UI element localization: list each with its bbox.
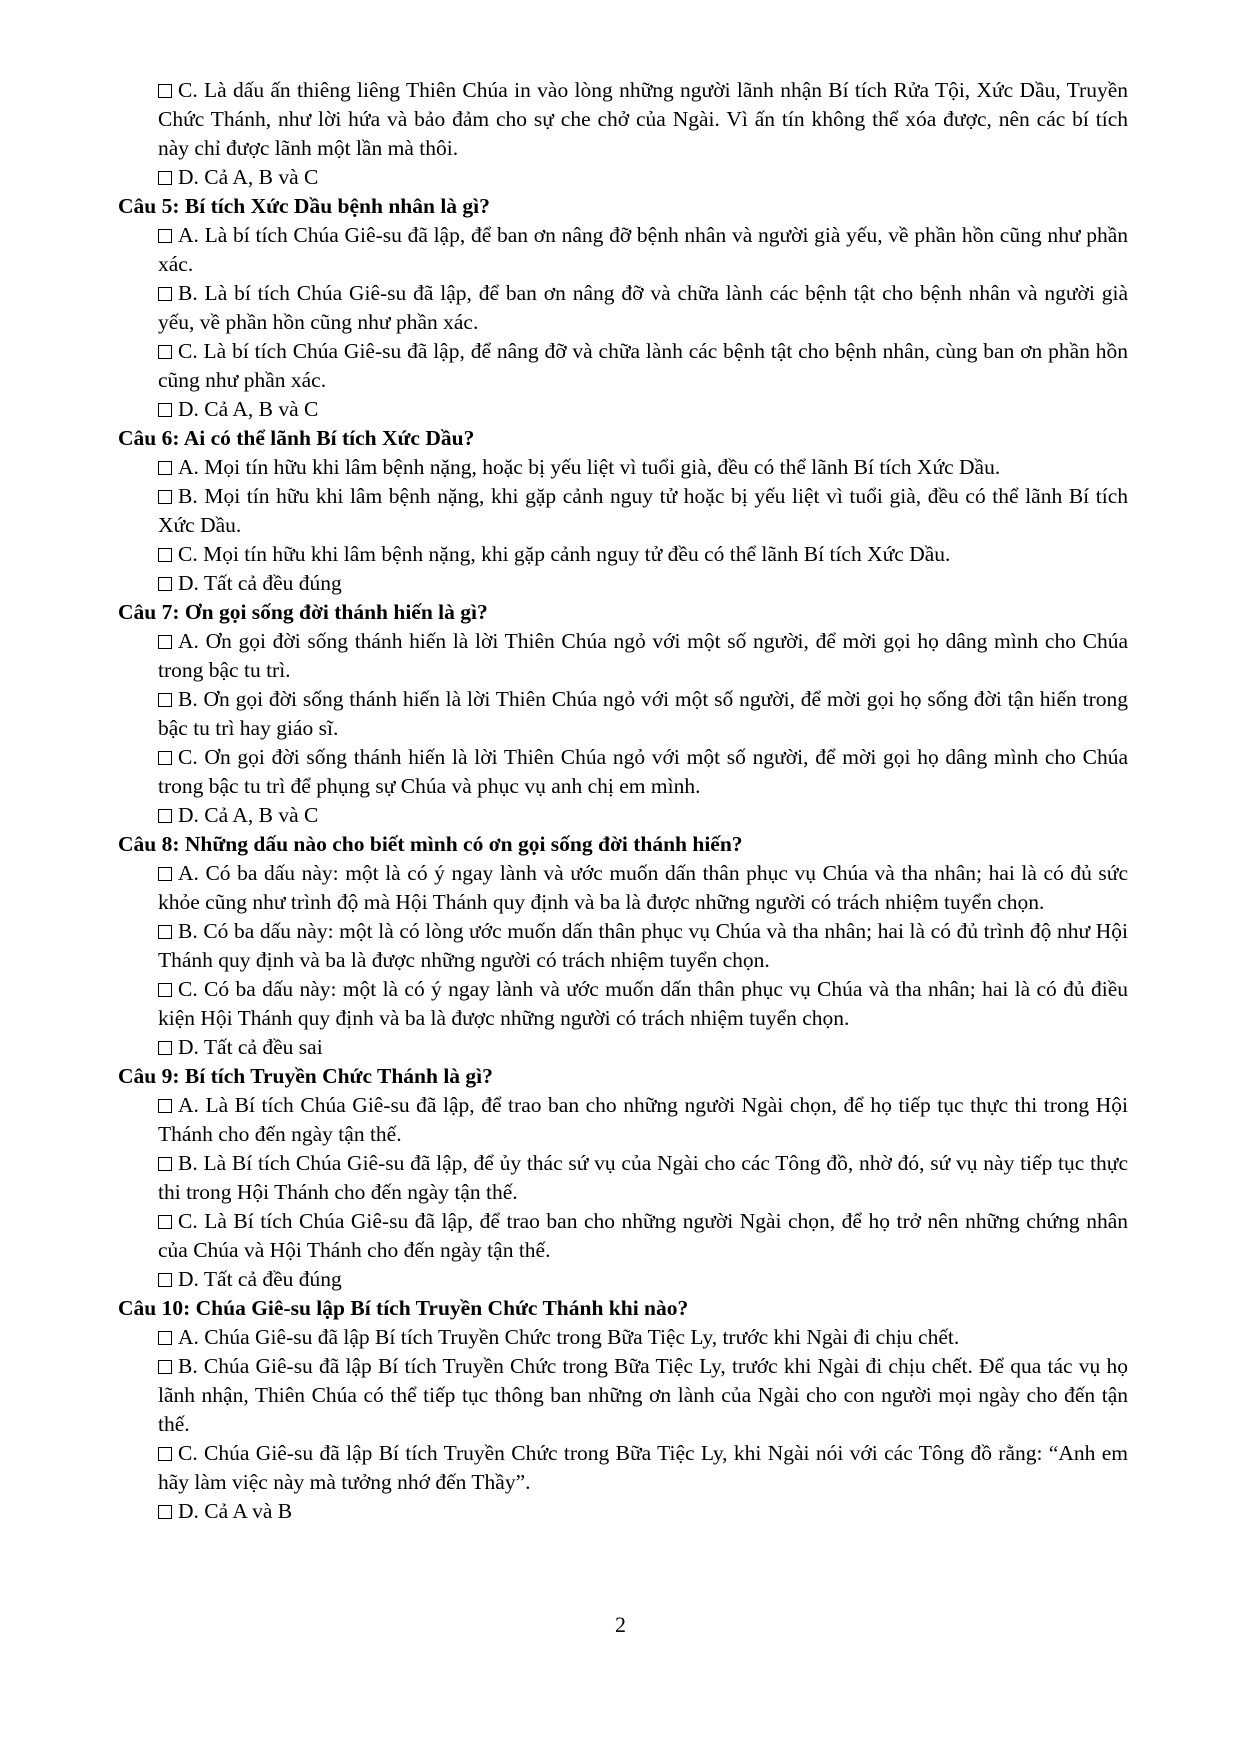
checkbox-icon[interactable] xyxy=(158,809,172,823)
checkbox-icon[interactable] xyxy=(158,1331,172,1345)
question-title: Câu 10: Chúa Giê-su lập Bí tích Truyền Chức Thánh khi nào? xyxy=(118,1296,689,1320)
option-c: C. Ơn gọi đời sống thánh hiến là lời Thiên Chúa ngỏ với một số người, để mời gọi họ dâng mình cho Chúa trong bậc tu trì để phụng sự Chúa và phục vụ anh chị em mình. xyxy=(158,745,1128,798)
option-a: A. Là bí tích Chúa Giê-su đã lập, để ban ơn nâng đỡ bệnh nhân và người già yếu, về phần hồn cũng như phần xác. xyxy=(158,223,1128,276)
option-b: B. Là bí tích Chúa Giê-su đã lập, để ban ơn nâng đỡ và chữa lành các bệnh tật cho bệnh nhân và người già yếu, về phần hồn cũng như phần xác. xyxy=(158,281,1128,334)
option-d: D. Cả A, B và C xyxy=(158,801,1128,830)
checkbox-icon[interactable] xyxy=(158,1505,172,1519)
option-a: A. Mọi tín hữu khi lâm bệnh nặng, hoặc bị yếu liệt vì tuổi già, đều có thể lãnh Bí tích Xức Dầu. xyxy=(158,453,1128,482)
option-d: D. Cả A và B xyxy=(158,1497,1128,1526)
option-d: D. Tất cả đều sai xyxy=(158,1033,1128,1062)
checkbox-icon[interactable] xyxy=(158,287,172,301)
document-page xyxy=(118,76,1128,1526)
checkbox-icon[interactable] xyxy=(158,1360,172,1374)
option-b: B. Mọi tín hữu khi lâm bệnh nặng, khi gặp cảnh nguy tử hoặc bị yếu liệt vì tuổi già, đều có thể lãnh Bí tích Xức Dầu. xyxy=(158,484,1128,537)
checkbox-icon[interactable] xyxy=(158,84,172,98)
question-title: Câu 8: Những dấu nào cho biết mình có ơn gọi sống đời thánh hiến? xyxy=(118,832,743,856)
option-a: A. Chúa Giê-su đã lập Bí tích Truyền Chức trong Bữa Tiệc Ly, trước khi Ngài đi chịu chết. xyxy=(158,1323,1128,1352)
option-d: D. Cả A, B và C xyxy=(158,395,1128,424)
question-title: Câu 9: Bí tích Truyền Chức Thánh là gì? xyxy=(118,1064,493,1088)
checkbox-icon[interactable] xyxy=(158,1273,172,1287)
option-c: C. Là Bí tích Chúa Giê-su đã lập, để trao ban cho những người Ngài chọn, để họ trở nên những chứng nhân của Chúa và Hội Thánh cho đến ngày tận thế. xyxy=(158,1209,1128,1262)
checkbox-icon[interactable] xyxy=(158,751,172,765)
option-b: B. Là Bí tích Chúa Giê-su đã lập, để ủy thác sứ vụ của Ngài cho các Tông đồ, nhờ đó, sứ vụ này tiếp tục thực thi trong Hội Thánh cho đến ngày tận thế. xyxy=(158,1151,1128,1204)
option-c: C. Mọi tín hữu khi lâm bệnh nặng, khi gặp cảnh nguy tử đều có thể lãnh Bí tích Xức Dầu. xyxy=(158,540,1128,569)
option-b: B. Có ba dấu này: một là có lòng ước muốn dấn thân phục vụ Chúa và tha nhân; hai là có đủ trình độ như Hội Thánh quy định và ba là được những người có trách nhiệm tuyển chọn. xyxy=(158,919,1128,972)
checkbox-icon[interactable] xyxy=(158,1157,172,1171)
checkbox-icon[interactable] xyxy=(158,635,172,649)
page-number: 2 xyxy=(615,1612,626,1637)
question-title: Câu 5: Bí tích Xức Dầu bệnh nhân là gì? xyxy=(118,194,490,218)
checkbox-icon[interactable] xyxy=(158,1099,172,1113)
option-b: B. Chúa Giê-su đã lập Bí tích Truyền Chức trong Bữa Tiệc Ly, trước khi Ngài đi chịu chết. Để qua tác vụ họ lãnh nhận, Thiên Chúa có thể tiếp tục thông ban những ơn lành của Ngài cho con người mọi ngày cho đến tận thế. xyxy=(158,1354,1128,1436)
option-a: A. Có ba dấu này: một là có ý ngay lành và ước muốn dấn thân phục vụ Chúa và tha nhân; hai là có đủ sức khỏe cũng như trình độ mà Hội Thánh quy định và ba là được những người có trách nhiệm tuyển chọn. xyxy=(158,861,1128,914)
checkbox-icon[interactable] xyxy=(158,461,172,475)
option-c: C. Là bí tích Chúa Giê-su đã lập, để nâng đỡ và chữa lành các bệnh tật cho bệnh nhân, cùng ban ơn phần hồn cũng như phần xác. xyxy=(158,339,1128,392)
checkbox-icon[interactable] xyxy=(158,925,172,939)
option-a: A. Là Bí tích Chúa Giê-su đã lập, để trao ban cho những người Ngài chọn, để họ tiếp tục thực thi trong Hội Thánh cho đến ngày tận thế. xyxy=(158,1093,1128,1146)
option-a: A. Ơn gọi đời sống thánh hiến là lời Thiên Chúa ngỏ với một số người, để mời gọi họ dâng mình cho Chúa trong bậc tu trì. xyxy=(158,629,1128,682)
question-title: Câu 6: Ai có thể lãnh Bí tích Xức Dầu? xyxy=(118,426,475,450)
option-d: D. Tất cả đều đúng xyxy=(158,569,1128,598)
checkbox-icon[interactable] xyxy=(158,1447,172,1461)
checkbox-icon[interactable] xyxy=(158,548,172,562)
checkbox-icon[interactable] xyxy=(158,490,172,504)
checkbox-icon[interactable] xyxy=(158,403,172,417)
option-d: D. Cả A, B và C xyxy=(158,163,1128,192)
option-c: C. Là dấu ấn thiêng liêng Thiên Chúa in vào lòng những người lãnh nhận Bí tích Rửa Tội, Xức Dầu, Truyền Chức Thánh, như lời hứa và bảo đảm cho sự che chở của Ngài. Vì ấn tín không thể xóa được, nên các bí tích này chỉ được lãnh một lần mà thôi. xyxy=(158,78,1128,160)
question-title: Câu 7: Ơn gọi sống đời thánh hiến là gì? xyxy=(118,600,488,624)
checkbox-icon[interactable] xyxy=(158,229,172,243)
checkbox-icon[interactable] xyxy=(158,983,172,997)
option-c: C. Có ba dấu này: một là có ý ngay lành và ước muốn dấn thân phục vụ Chúa và tha nhân; hai là có đủ điều kiện Hội Thánh quy định và ba là được những người có trách nhiệm tuyển chọn. xyxy=(158,977,1128,1030)
checkbox-icon[interactable] xyxy=(158,1041,172,1055)
checkbox-icon[interactable] xyxy=(158,577,172,591)
checkbox-icon[interactable] xyxy=(158,867,172,881)
checkbox-icon[interactable] xyxy=(158,171,172,185)
option-d: D. Tất cả đều đúng xyxy=(158,1265,1128,1294)
checkbox-icon[interactable] xyxy=(158,1215,172,1229)
option-b: B. Ơn gọi đời sống thánh hiến là lời Thiên Chúa ngỏ với một số người, để mời gọi họ sống đời tận hiến trong bậc tu trì hay giáo sĩ. xyxy=(158,687,1128,740)
checkbox-icon[interactable] xyxy=(158,693,172,707)
option-c: C. Chúa Giê-su đã lập Bí tích Truyền Chức trong Bữa Tiệc Ly, khi Ngài nói với các Tông đồ rằng: “Anh em hãy làm việc này mà tưởng nhớ đến Thầy”. xyxy=(158,1441,1128,1494)
checkbox-icon[interactable] xyxy=(158,345,172,359)
